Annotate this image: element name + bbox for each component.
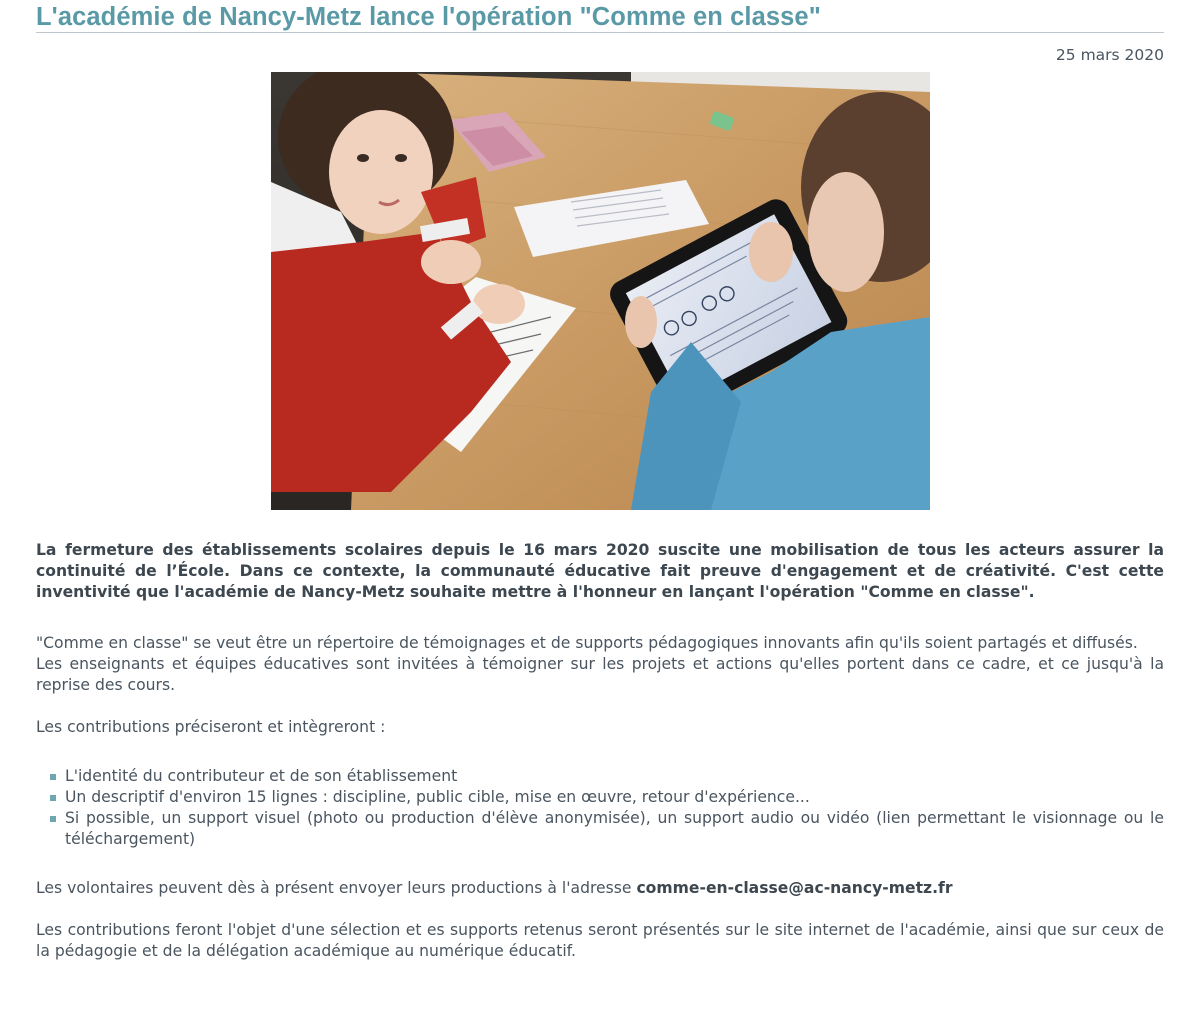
paragraph-selection: Les contributions feront l'objet d'une sélection et es supports retenus seront présentés sur le site internet de l'académie, ainsi que sur ceux de la pédagogie et de la délégation académique au numérique éducatif. xyxy=(36,921,1164,960)
volunteers-text: Les volontaires peuvent dès à présent envoyer leurs productions à l'adresse xyxy=(36,879,637,897)
paragraph-teachers: Les enseignants et équipes éducatives sont invitées à témoigner sur les projets et actions qu'elles portent dans ce cadre, et ce jusqu'à la reprise des cours. xyxy=(36,655,1164,694)
article xyxy=(36,0,1164,960)
paragraph-repertoire: "Comme en classe" se veut être un répertoire de témoignages et de supports pédagogiques innovants afin qu'ils soient partagés et diffusés. xyxy=(36,634,1138,652)
paragraph-contributions: Les contributions préciseront et intègreront : xyxy=(36,718,386,736)
contributions-list xyxy=(36,766,1164,850)
page-title: L'académie de Nancy-Metz lance l'opération "Comme en classe" xyxy=(36,0,1164,33)
article-photo xyxy=(271,72,930,510)
lead-paragraph: La fermeture des établissements scolaires depuis le 16 mars 2020 suscite une mobilisation de tous les acteurs assurer la continuité de l’École. Dans ce contexte, la communauté éducative fait preuve d'engagement et de créativité. C'est cette inventivité que l'académie de Nancy-Metz souhaite mettre à l'honneur en lançant l'opération "Comme en classe". xyxy=(36,541,1164,601)
list-item: L'identité du contributeur et de son établissement xyxy=(65,766,1164,787)
list-item: Un descriptif d'environ 15 lignes : discipline, public cible, mise en œuvre, retour d'expérience... xyxy=(65,787,1164,808)
paragraph-volunteers xyxy=(36,878,1164,899)
article-date: 25 mars 2020 xyxy=(1055,46,1164,64)
article-body xyxy=(36,540,1164,962)
list-item: Si possible, un support visuel (photo ou production d'élève anonymisée), un support audio ou vidéo (lien permettant le visionnage ou le téléchargement) xyxy=(65,809,1164,848)
contact-email[interactable]: comme-en-classe@ac-nancy-metz.fr xyxy=(636,879,953,897)
